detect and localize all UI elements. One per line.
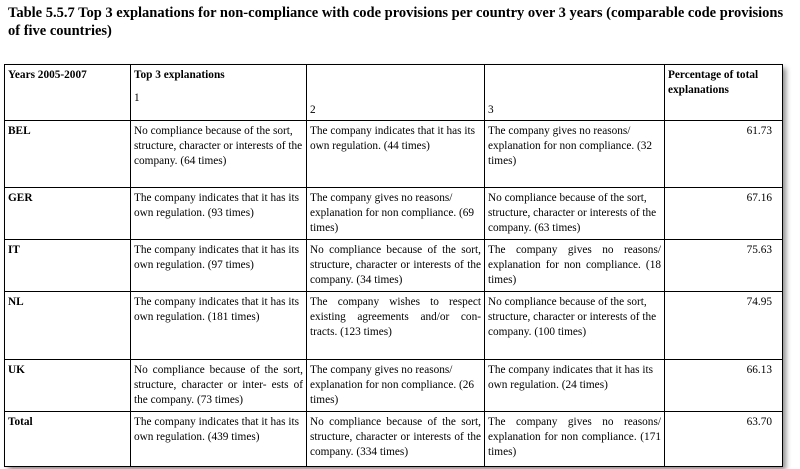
explanation-3-cell: The company gives no reasons/ explanation for non compliance. (18 times) bbox=[485, 240, 665, 292]
country-cell: NL bbox=[5, 292, 131, 360]
percentage-cell: 74.95 bbox=[665, 292, 783, 360]
percentage-cell: 66.13 bbox=[665, 360, 783, 412]
table-title: Table 5.5.7 Top 3 explanations for non-compliance with code provisions per country over 3 years (comparable code provisions of five countries) bbox=[8, 5, 784, 39]
explanation-1-cell: The company indicates that it has its own regulation. (93 times) bbox=[131, 188, 307, 240]
explanation-3-cell: No compliance because of the sort, structure, character or interests of the company. (63 times) bbox=[485, 188, 665, 240]
header-col-1: 1 bbox=[134, 92, 140, 104]
table-frame bbox=[4, 64, 782, 466]
country-cell: IT bbox=[5, 240, 131, 292]
header-years: Years 2005-2007 bbox=[5, 65, 131, 121]
explanation-1-cell: The company indicates that it has its own regulation. (181 times) bbox=[131, 292, 307, 360]
explanation-3-cell: The company gives no reasons/ explanation for non compliance. (32 times) bbox=[485, 121, 665, 188]
percentage-cell: 61.73 bbox=[665, 121, 783, 188]
explanations-table bbox=[4, 64, 783, 467]
header-col-2: 2 bbox=[307, 65, 485, 121]
country-cell: GER bbox=[5, 188, 131, 240]
table-row bbox=[5, 292, 783, 360]
country-cell: Total bbox=[5, 412, 131, 467]
explanation-1-cell: No compliance because of the sort, structure, character or inter- ests of the company. (73 times) bbox=[131, 360, 307, 412]
explanation-2-cell: The company wishes to respect existing agreements and/or con- tracts. (123 times) bbox=[307, 292, 485, 360]
explanation-3-cell: The company gives no reasons/ explanation for non compliance. (171 times) bbox=[485, 412, 665, 467]
table-header-row bbox=[5, 65, 783, 121]
explanation-2-cell: The company indicates that it has its own regulation. (44 times) bbox=[307, 121, 485, 188]
header-top3: Top 3 explanations bbox=[134, 69, 225, 81]
table-row-total bbox=[5, 412, 783, 467]
table-row bbox=[5, 121, 783, 188]
country-cell: BEL bbox=[5, 121, 131, 188]
explanation-1-cell: The company indicates that it has its own regulation. (439 times) bbox=[131, 412, 307, 467]
explanation-2-cell: No compliance because of the sort, structure, character or interests of the company. (334 times) bbox=[307, 412, 485, 467]
percentage-cell: 63.70 bbox=[665, 412, 783, 467]
header-col-3: 3 bbox=[485, 65, 665, 121]
country-cell: UK bbox=[5, 360, 131, 412]
explanation-3-cell: The company indicates that it has its own regulation. (24 times) bbox=[485, 360, 665, 412]
header-explanation-1 bbox=[131, 65, 307, 121]
header-percentage: Percentage of total explanations bbox=[665, 65, 783, 121]
table-row bbox=[5, 360, 783, 412]
table-row bbox=[5, 188, 783, 240]
explanation-2-cell: The company gives no reasons/ explanation for non compliance. (26 times) bbox=[307, 360, 485, 412]
explanation-3-cell: No compliance because of the sort, structure, character or interests of the company. (100 times) bbox=[485, 292, 665, 360]
explanation-2-cell: No compliance because of the sort, structure, character or interests of the company. (34 times) bbox=[307, 240, 485, 292]
explanation-1-cell: No compliance because of the sort, structure, character or interests of the company. (64 times) bbox=[131, 121, 307, 188]
explanation-1-cell: The company indicates that it has its own regulation. (97 times) bbox=[131, 240, 307, 292]
table-row bbox=[5, 240, 783, 292]
percentage-cell: 75.63 bbox=[665, 240, 783, 292]
explanation-2-cell: The company gives no reasons/ explanation for non compliance. (69 times) bbox=[307, 188, 485, 240]
percentage-cell: 67.16 bbox=[665, 188, 783, 240]
